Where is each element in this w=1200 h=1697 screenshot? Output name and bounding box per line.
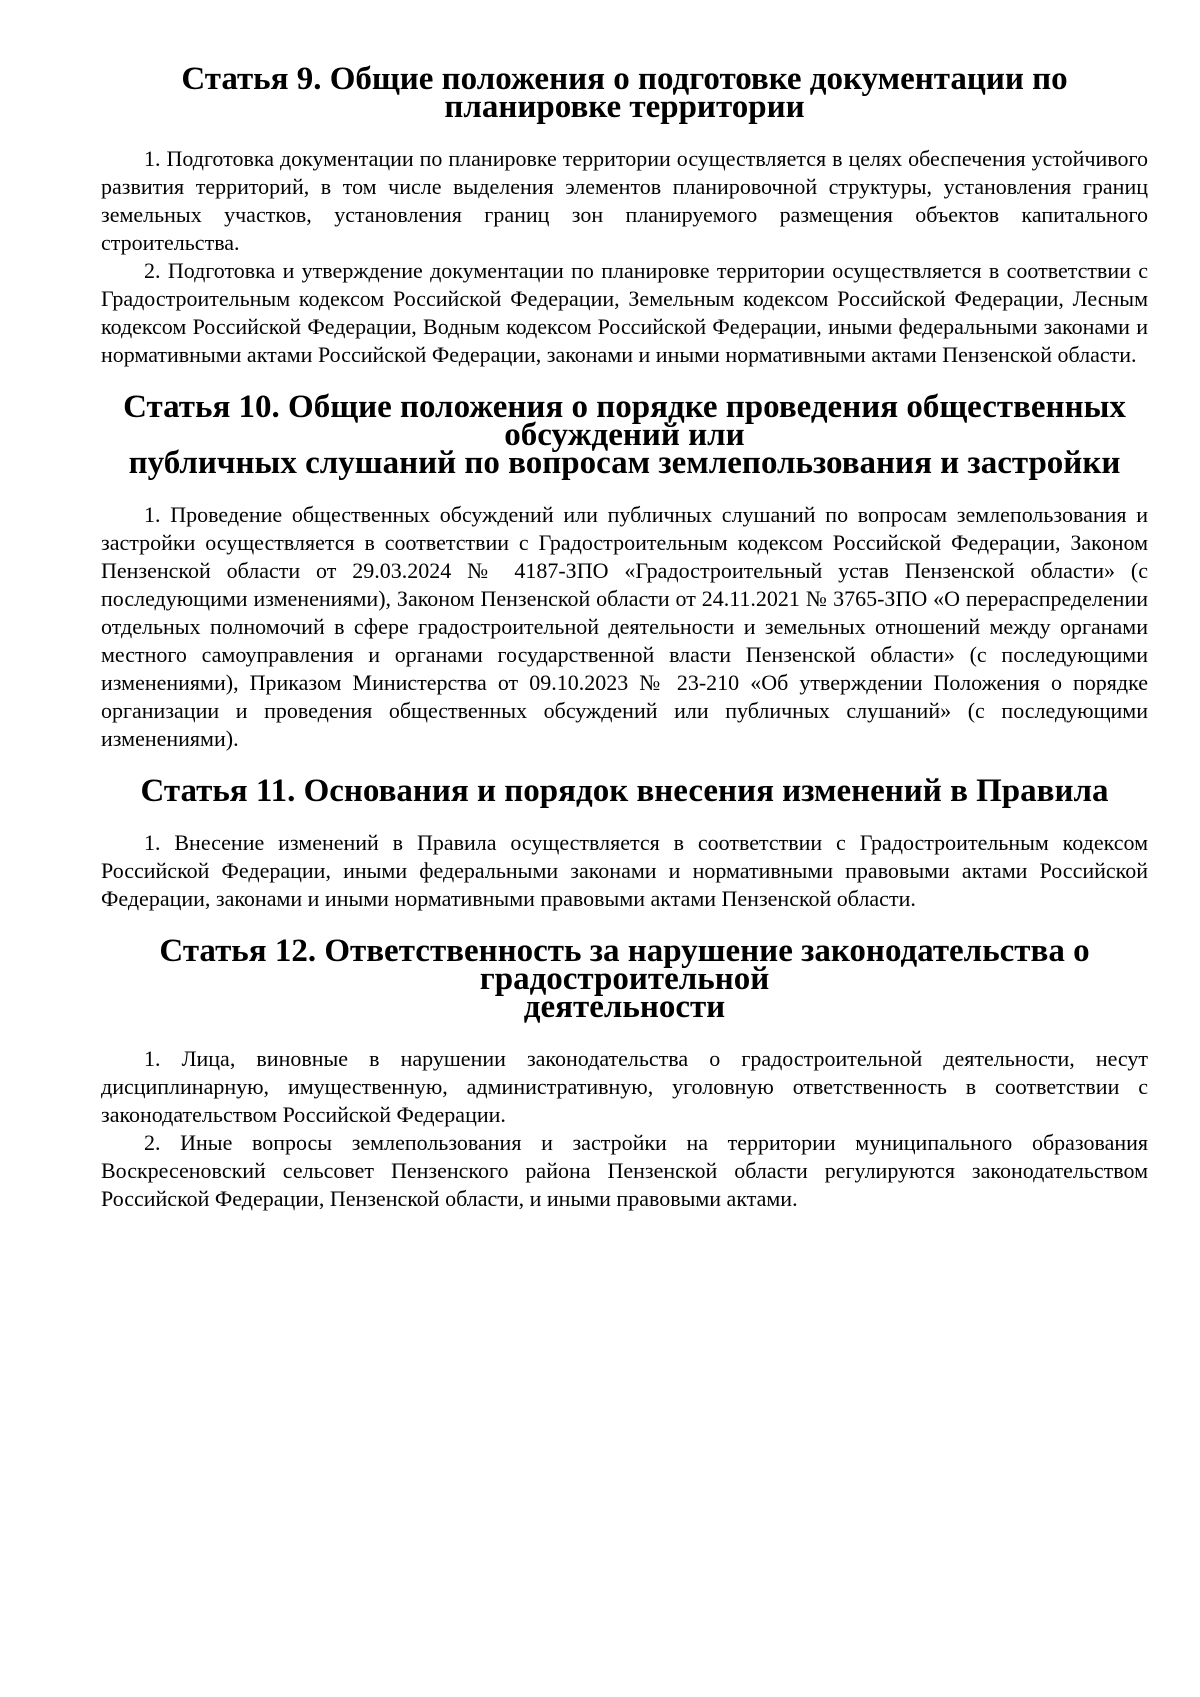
paragraph	[101, 257, 1148, 369]
paragraph-text: Подготовка документации по планировке территории осуществляется в целях обеспечения устойчивого развития территорий, в том числе выделения элементов планировочной структуры, установления границ земельных участков, установления границ зон планируемого размещения объектов капитального строительства.	[101, 146, 1149, 255]
article-10	[101, 389, 1149, 753]
article-heading	[101, 773, 1148, 809]
heading-line: Статья 10. Общие положения о порядке проведения общественных обсуждений или	[123, 389, 1126, 453]
heading-line: Статья 9. Общие положения о подготовке документации по планировке территории	[181, 61, 1068, 125]
article-11	[101, 773, 1148, 913]
heading-line: деятельности	[523, 989, 726, 1025]
paragraph-number: 1.	[144, 1046, 161, 1071]
article-heading	[101, 389, 1148, 481]
paragraph-number: 1.	[144, 830, 161, 855]
paragraph-number: 1.	[144, 502, 161, 527]
paragraph	[101, 829, 1148, 913]
document-body	[101, 61, 1149, 1213]
paragraph-text: Подготовка и утверждение документации по планировке территории осуществляется в соответствии с Градостроительным кодексом Российской Федерации, Земельным кодексом Российской Федерации, Лесным кодексом Российской Федерации, Водным кодексом Российской Федерации, иными федеральными законами и нормативными актами Российской Федерации, законами и иными нормативными актами Пензенской области.	[101, 258, 1148, 367]
paragraph-text: Проведение общественных обсуждений или публичных слушаний по вопросам землепользования и застройки осуществляется в соответствии с Градостроительным кодексом Российской Федерации, Законом Пензенской области от 29.03.2024 № 4187-ЗПО «Градостроительный устав Пензенской области» (с последующими изменениями), Законом Пензенской области от 24.11.2021 № 3765-ЗПО «О перераспределении отдельных полномочий в сфере градостроительной деятельности и земельных отношений между органами местного самоуправления и органами государственной власти Пензенской области» (с последующими изменениями), Приказом Министерства от 09.10.2023 № 23-210 «Об утверждении Положения о порядке организации и проведения общественных обсуждений или публичных слушаний» (с последующими изменениями).	[101, 502, 1149, 751]
paragraph-text: Лица, виновные в нарушении законодательства о градостроительной деятельности, несут дисциплинарную, имущественную, административную, уголовную ответственность в соответствии с законодательством Российской Федерации.	[101, 1046, 1148, 1127]
article-heading	[101, 933, 1148, 1025]
article-12	[101, 933, 1148, 1213]
paragraph	[101, 1045, 1148, 1129]
paragraph-number: 2.	[144, 258, 161, 283]
paragraph	[101, 145, 1148, 257]
paragraph-text: Иные вопросы землепользования и застройки на территории муниципального образования Воскресеновский сельсовет Пензенского района Пензенской области регулируются законодательством Российской Федерации, Пензенской области, и иными правовыми актами.	[101, 1130, 1148, 1211]
paragraph-text: Внесение изменений в Правила осуществляется в соответствии с Градостроительным кодексом Российской Федерации, иными федеральными законами и нормативными правовыми актами Российской Федерации, законами и иными нормативными правовыми актами Пензенской области.	[101, 830, 1148, 911]
paragraph	[101, 501, 1148, 753]
heading-line: Статья 11. Основания и порядок внесения изменений в Правила	[140, 773, 1109, 809]
heading-line: Статья 12. Ответственность за нарушение законодательства о градостроительной	[159, 933, 1090, 997]
article-heading	[101, 61, 1148, 125]
paragraph-number: 1.	[144, 146, 161, 171]
heading-line: публичных слушаний по вопросам землепользования и застройки	[128, 445, 1121, 481]
article-9	[101, 61, 1149, 369]
paragraph-number: 2.	[144, 1130, 161, 1155]
paragraph	[101, 1129, 1148, 1213]
